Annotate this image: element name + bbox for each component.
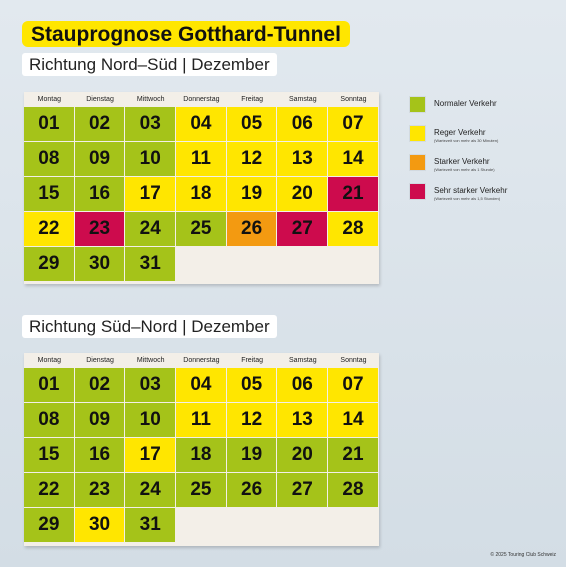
weekday-label: Freitag [241,357,263,364]
weekday-header [24,92,379,107]
calendar-day: 26 [227,473,278,508]
calendar-day: 11 [176,403,227,438]
calendar-day: 06 [277,368,328,403]
calendar-day: 15 [24,177,75,212]
weekday-label: Samstag [288,96,317,103]
legend-note: (Wartezeit von mehr als 1 Stunde) [434,167,495,172]
empty-cell [277,508,328,543]
weekday-label: Dienstag [86,96,114,103]
calendar-day: 18 [176,438,227,473]
calendar-day: 17 [125,438,176,473]
calendar-south-north [24,353,379,546]
calendar-day: 21 [328,177,379,212]
calendar-day: 09 [75,142,126,177]
empty-cell [176,247,227,282]
calendar-day: 08 [24,142,75,177]
calendar-grid [24,368,379,543]
calendar-day: 01 [24,368,75,403]
calendar-day: 23 [75,473,126,508]
calendar-day: 22 [24,212,75,247]
calendar-day: 23 [75,212,126,247]
calendar-day: 07 [328,107,379,142]
calendar-day: 19 [227,177,278,212]
calendar-day: 30 [75,508,126,543]
calendar-day: 04 [176,368,227,403]
calendar-day: 26 [227,212,278,247]
calendar-day: 29 [24,508,75,543]
calendar-day: 28 [328,473,379,508]
empty-cell [176,508,227,543]
calendar-day: 02 [75,107,126,142]
weekday-label: Sonntag [340,357,367,364]
legend-item [410,97,560,126]
legend-item [410,126,560,155]
calendar-day: 21 [328,438,379,473]
legend-label: Normaler Verkehr [434,99,497,108]
weekday-label: Dienstag [86,357,114,364]
calendar-day: 27 [277,473,328,508]
direction-south-north-title: Richtung Süd–Nord | Dezember [22,315,277,338]
legend-label: Starker Verkehr [434,157,490,166]
legend [410,97,560,213]
calendar-grid [24,107,379,282]
calendar-day: 22 [24,473,75,508]
calendar-day: 12 [227,403,278,438]
calendar-day: 28 [328,212,379,247]
calendar-day: 25 [176,212,227,247]
calendar-day: 09 [75,403,126,438]
calendar-day: 03 [125,107,176,142]
calendar-day: 17 [125,177,176,212]
empty-cell [277,247,328,282]
legend-swatch [410,97,425,112]
calendar-day: 08 [24,403,75,438]
calendar-north-south [24,92,379,284]
calendar-day: 18 [176,177,227,212]
empty-cell [328,508,379,543]
weekday-label: Samstag [288,357,317,364]
calendar-day: 07 [328,368,379,403]
calendar-day: 03 [125,368,176,403]
legend-swatch [410,184,425,199]
calendar-day: 29 [24,247,75,282]
empty-cell [227,247,278,282]
legend-label: Sehr starker Verkehr [434,186,508,195]
copyright-notice: © 2025 Touring Club Schweiz [490,552,556,558]
calendar-day: 10 [125,403,176,438]
weekday-label: Montag [37,96,62,103]
page-title: Stauprognose Gotthard-Tunnel [22,21,350,47]
calendar-day: 20 [277,177,328,212]
calendar-day: 14 [328,403,379,438]
weekday-label: Mittwoch [136,357,165,364]
calendar-day: 06 [277,107,328,142]
legend-item [410,155,560,184]
calendar-day: 31 [125,247,176,282]
calendar-day: 20 [277,438,328,473]
calendar-day: 24 [125,473,176,508]
calendar-day: 04 [176,107,227,142]
calendar-day: 27 [277,212,328,247]
weekday-label: Freitag [241,96,263,103]
direction-north-south-title: Richtung Nord–Süd | Dezember [22,53,277,76]
calendar-day: 31 [125,508,176,543]
calendar-day: 01 [24,107,75,142]
empty-cell [227,508,278,543]
weekday-label: Montag [37,357,62,364]
calendar-day: 13 [277,403,328,438]
calendar-day: 16 [75,438,126,473]
legend-item [410,184,560,213]
calendar-day: 10 [125,142,176,177]
calendar-day: 02 [75,368,126,403]
calendar-day: 15 [24,438,75,473]
legend-swatch [410,126,425,141]
weekday-label: Sonntag [340,96,367,103]
calendar-day: 30 [75,247,126,282]
calendar-day: 13 [277,142,328,177]
empty-cell [328,247,379,282]
legend-swatch [410,155,425,170]
legend-note: (Wartezeit von mehr als 1,5 Stunden) [434,196,501,201]
calendar-day: 05 [227,107,278,142]
calendar-day: 19 [227,438,278,473]
calendar-day: 25 [176,473,227,508]
calendar-day: 24 [125,212,176,247]
calendar-day: 14 [328,142,379,177]
weekday-label: Donnerstag [183,357,220,364]
calendar-day: 05 [227,368,278,403]
legend-label: Reger Verkehr [434,128,486,137]
weekday-header [24,353,379,368]
calendar-day: 16 [75,177,126,212]
calendar-day: 11 [176,142,227,177]
weekday-label: Donnerstag [183,96,220,103]
legend-note: (Wartezeit von mehr als 30 Minuten) [434,138,499,143]
weekday-label: Mittwoch [136,96,165,103]
calendar-day: 12 [227,142,278,177]
